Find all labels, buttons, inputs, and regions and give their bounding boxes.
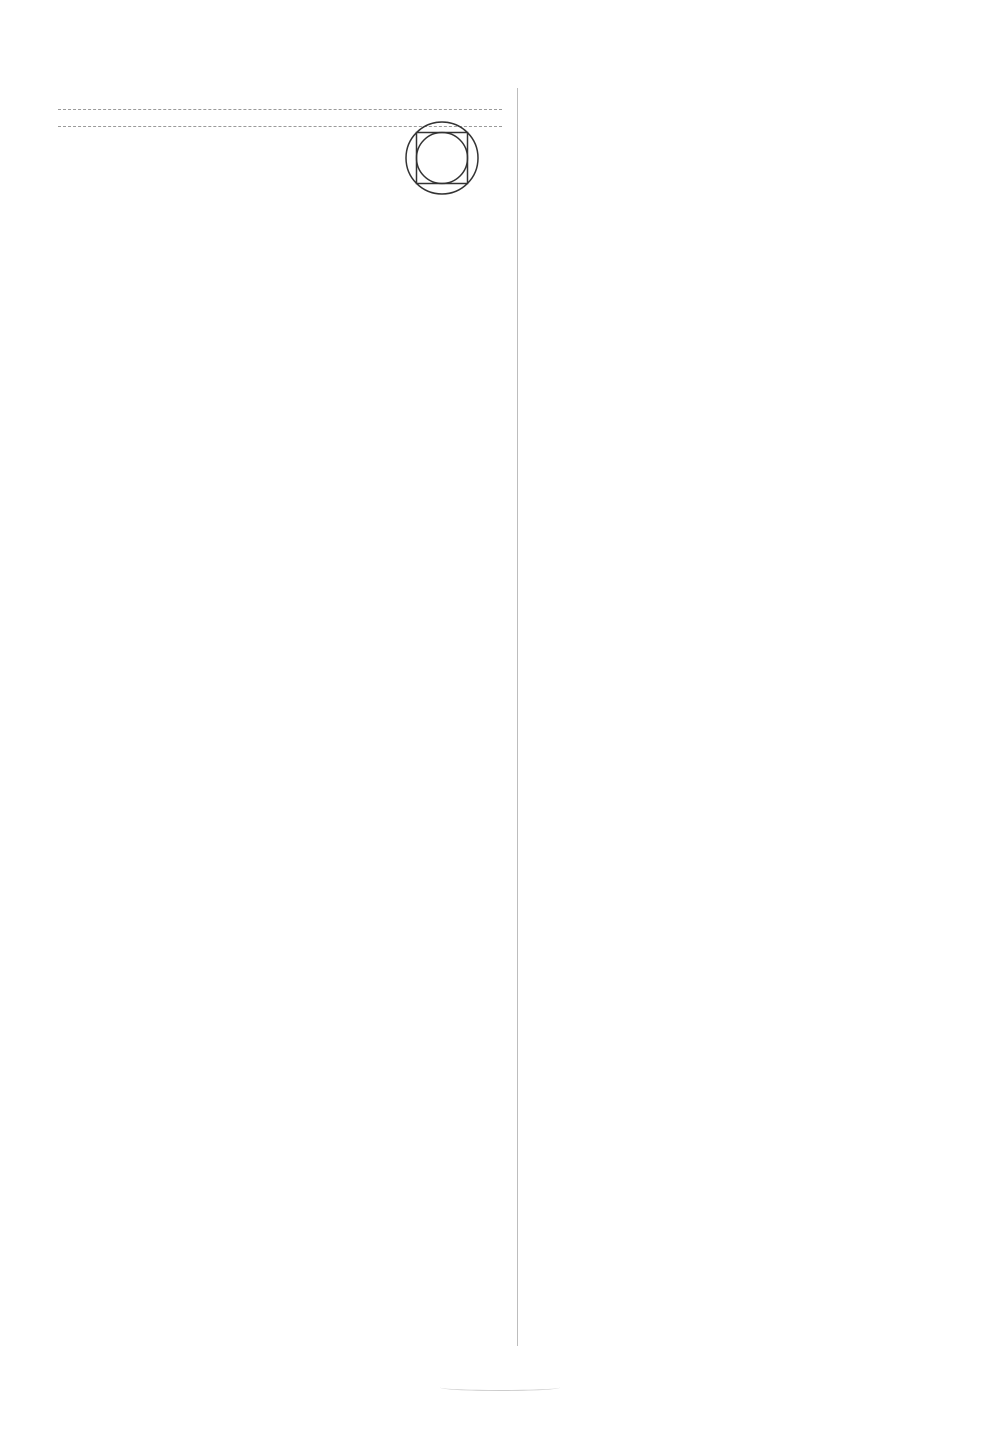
left-column	[58, 98, 502, 150]
extension-box	[58, 109, 502, 127]
circle-square-figure	[404, 120, 480, 196]
left-answers-top	[58, 98, 502, 101]
column-divider	[517, 88, 518, 1346]
page-number-ornament	[440, 1384, 560, 1391]
watermark-logo	[820, 1346, 990, 1436]
